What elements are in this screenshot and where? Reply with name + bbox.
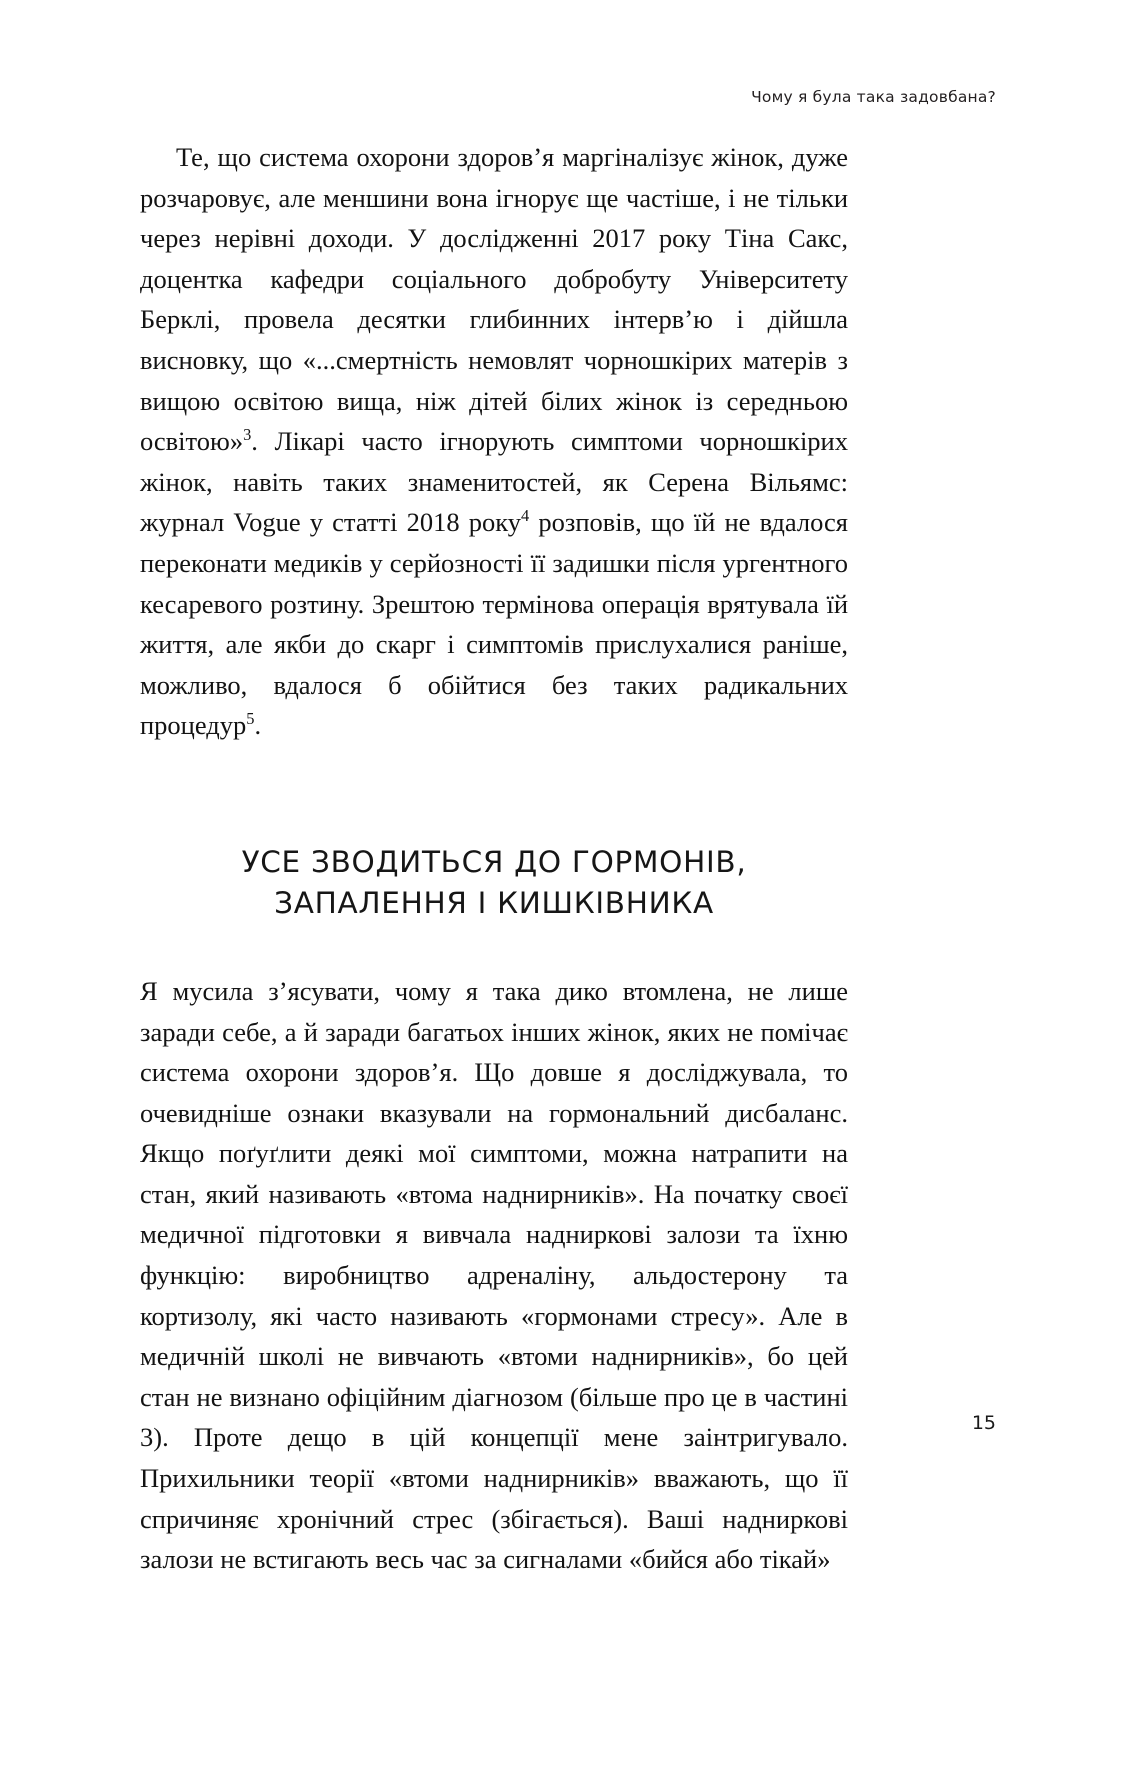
paragraph-second: Я мусила з’ясувати, чому я така дико втомлена, не лише заради себе, а й заради багатьох інших жінок, яких не помічає система охорони здоров’я. Що довше я досліджувала, то очевидніше ознаки вказували на гормональний дисбаланс. Якщо поґуґлити деякі мої симптоми, можна натрапити на стан, який називають «втома наднирників». На початку своєї медичної підготовки я вивчала надниркові залози та їхню функцію: виробництво адреналіну, альдостерону та кортизолу, які часто називають «гормонами стресу». Але в медичній школі не вивчають «втоми наднирників», бо цей стан не визнано офіційним діагнозом (більше про це в частині 3). Проте дещо в цій концепції мене заінтригувало. Прихильники теорії «втоми наднирників» вважають, що її спричиняє хронічний стрес (збігається). Ваші надниркові залози не встигають весь час за сигналами «бийся або тікай»: [140, 975, 848, 1575]
page-number: 15: [971, 1412, 996, 1434]
section-heading-line-2: ЗАПАЛЕННЯ І КИШКІВНИКА: [274, 885, 714, 920]
footnote-marker-4: 4: [521, 506, 530, 526]
running-header: Чому я була така задовбана?: [751, 88, 996, 106]
footnote-marker-3: 3: [243, 425, 252, 445]
paragraph-first: [140, 137, 848, 746]
paragraph-first-text: Те, що система охорони здоров’я маргіналізує жінок, дуже розчаровує, але меншини вона ігнорує ще частіше, і не тільки через нерівні доходи. У дослідженні 2017 року Тіна Сакс, доцентка кафедри соціального добробуту Університету Берклі, провела десятки глибинних інтерв’ю і дійшла висновку, що «...смертність немовлят чорношкірих матерів з вищою освітою вища, ніж дітей білих жінок із середньою освітою»: [140, 142, 848, 457]
paragraph-first-text-cont-a: . Лікарі часто ігнорують симптоми чорношкірих жінок, навіть таких знаменитостей, як Серена Вільямс: журнал Vogue у статті 2018 року: [140, 426, 848, 538]
section-heading: [140, 842, 848, 924]
page-content: [140, 137, 848, 1580]
paragraph-first-text-cont-b: розповів, що їй не вдалося переконати медиків у серйозності її задишки після ургентного кесаревого розтину. Зрештою термінова операція врятувала їй життя, але якби до скарг і симптомів прислухалися раніше, можливо, вдалося б обійтися без таких радикальних процедур: [140, 507, 848, 741]
footnote-marker-5: 5: [246, 709, 255, 729]
paragraph-first-text-cont-c: .: [254, 710, 262, 741]
section-heading-line-1: УСЕ ЗВОДИТЬСЯ ДО ГОРМОНІВ,: [241, 844, 747, 879]
